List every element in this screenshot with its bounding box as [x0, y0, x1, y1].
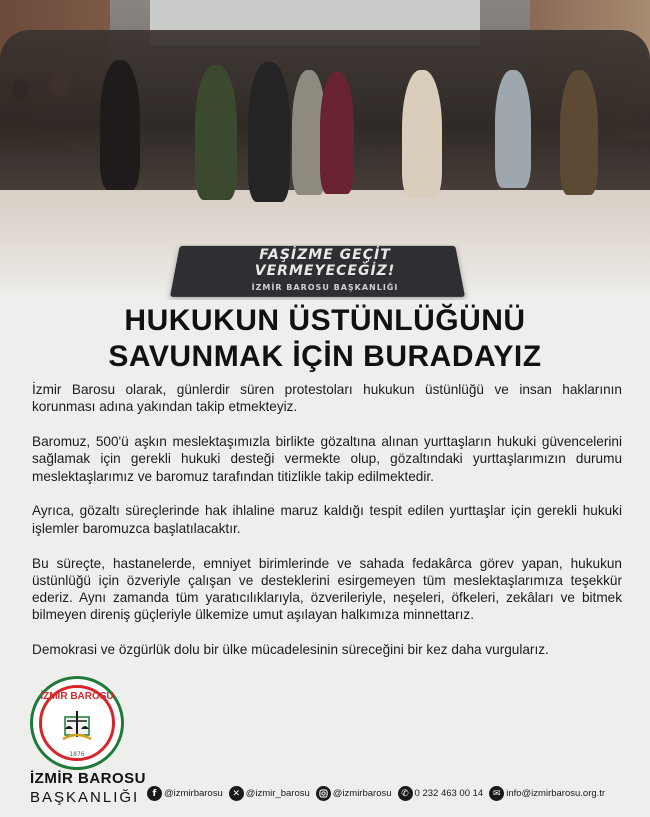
photo-person: [402, 70, 442, 198]
facebook-icon: f: [147, 786, 162, 801]
email-icon: ✉: [489, 786, 504, 801]
email-address: info@izmirbarosu.org.tr: [506, 788, 606, 799]
izmir-bar-logo: [30, 676, 124, 770]
photo-person: [320, 72, 354, 194]
x-handle: @izmir_barosu: [245, 788, 310, 799]
scales-emblem-icon: [61, 709, 93, 743]
photo-person: [495, 70, 531, 188]
paragraph: Bu süreçte, hastanelerde, emniyet birimlerinde ve sahada fedakârca görev yapan, hukukun üstünlüğü için özveriyle çalışan ve desteklerini esirgemeyen tüm meslektaşlarımıza teşekkür ederiz. Aynı zamanda tüm yaratıcılıklarıyla, özverileriyle, neşeleri, öfkeleri, zekâları ve bitmek bilmeyen direniş güçleriyle ülkemize umut aşılayan halkımıza minnettarız.: [32, 555, 622, 623]
phone-icon: ✆: [398, 786, 413, 801]
headline: [0, 303, 650, 375]
x-icon: ✕: [229, 786, 244, 801]
logo-year: 1876: [69, 751, 85, 758]
facebook-contact[interactable]: [147, 786, 223, 801]
instagram-icon: [316, 786, 331, 801]
headline-line-1: HUKUKUN ÜSTÜNLÜĞÜNÜ: [124, 304, 526, 337]
banner-line-3: İZMİR BAROSU BAŞKANLIĞI: [251, 283, 399, 292]
banner-line-2: VERMEYECEĞİZ!: [254, 263, 396, 279]
instagram-handle: @izmirbarosu: [332, 788, 392, 799]
paragraph: İzmir Barosu olarak, günlerdir süren protestoları hukukun üstünlüğü ve insan haklarının korunması adına yakından takip etmekteyiz.: [32, 382, 622, 415]
phone-number: 0 232 463 00 14: [414, 788, 484, 799]
photo-person: [100, 60, 140, 190]
paragraph: Baromuz, 500'ü aşkın meslektaşımızla birlikte gözaltına alınan yurttaşların hukuki güvencelerini sağlamak için gerekli hukuki desteği vermekte olup, gözaltındaki yurttaşlarımızın durumu meslektaşlarımız ve baromuz tarafından titizlikle takip edilmektedir.: [32, 434, 622, 484]
x-contact[interactable]: [229, 786, 310, 801]
facebook-handle: @izmirbarosu: [164, 788, 223, 799]
email-contact[interactable]: [489, 786, 605, 801]
organization-name: İZMİR BAROSU: [30, 770, 146, 787]
photo-person: [248, 62, 290, 202]
statement-body: [32, 381, 622, 676]
phone-contact[interactable]: [398, 786, 484, 801]
paragraph: Demokrasi ve özgürlük dolu bir ülke mücadelesinin süreceğini bir kez daha vurgularız.: [32, 642, 549, 658]
banner-line-1: FAŞİZME GEÇİT: [259, 247, 391, 263]
instagram-contact[interactable]: [316, 786, 392, 801]
logo-text: İZMİR BAROSU: [40, 691, 114, 702]
photo-person: [195, 65, 237, 200]
headline-line-2: SAVUNMAK İÇİN BURADAYIZ: [108, 340, 542, 373]
photo-person: [560, 70, 598, 195]
organization-subtitle: BAŞKANLIĞI: [30, 789, 140, 806]
paragraph: Ayrıca, gözaltı süreçlerinde hak ihlaline maruz kaldığı tespit edilen yurttaşlar için gerekli hukuki işlemler baromuzca başlatılacaktır.: [32, 503, 622, 536]
contact-bar: [147, 786, 611, 801]
